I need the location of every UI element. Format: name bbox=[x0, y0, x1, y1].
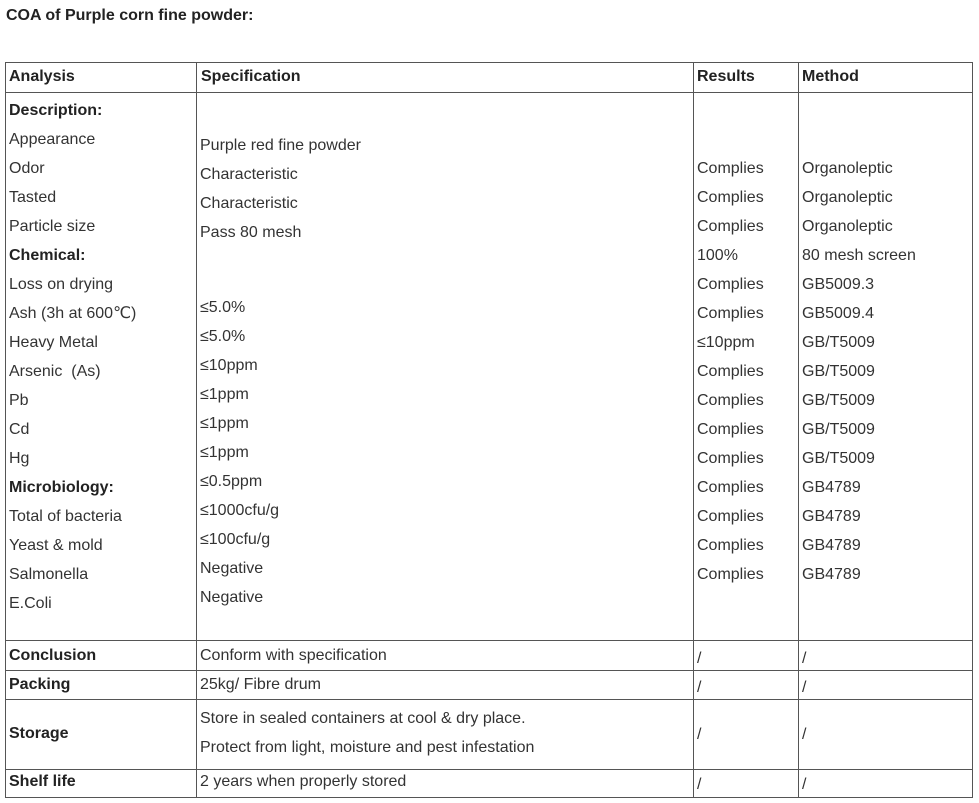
method-value: GB4789 bbox=[802, 537, 861, 554]
spec-value: ≤0.5ppm bbox=[200, 473, 263, 490]
spec-value: ≤100cfu/g bbox=[200, 531, 271, 548]
spec-value: ≤5.0% bbox=[200, 299, 246, 316]
row-divider bbox=[6, 92, 972, 93]
result-value: Complies bbox=[697, 566, 764, 583]
analysis-item: Appearance bbox=[9, 131, 96, 148]
method-value: GB5009.4 bbox=[802, 305, 875, 322]
column-divider bbox=[798, 63, 799, 797]
spec-value: Negative bbox=[200, 589, 264, 606]
analysis-item: Cd bbox=[9, 421, 30, 438]
method-value: GB4789 bbox=[802, 566, 861, 583]
column-divider bbox=[693, 63, 694, 797]
result-value: Complies bbox=[697, 392, 764, 409]
header-analysis: Analysis bbox=[9, 68, 75, 85]
spec-value: Characteristic bbox=[200, 166, 298, 183]
method-value: GB/T5009 bbox=[802, 334, 875, 351]
conclusion-label: Conclusion bbox=[9, 647, 97, 664]
method-value: GB4789 bbox=[802, 479, 861, 496]
spec-value: ≤1ppm bbox=[200, 386, 249, 403]
packing-spec: 25kg/ Fibre drum bbox=[200, 676, 321, 693]
shelf-life-method: / bbox=[802, 776, 807, 793]
method-value: GB/T5009 bbox=[802, 421, 875, 438]
method-value: GB/T5009 bbox=[802, 392, 875, 409]
analysis-section-microbiology: Microbiology: bbox=[9, 479, 114, 496]
result-value: Complies bbox=[697, 218, 764, 235]
shelf-life-result: / bbox=[697, 776, 702, 793]
analysis-item: Hg bbox=[9, 450, 30, 467]
storage-result: / bbox=[697, 726, 702, 743]
method-value: GB/T5009 bbox=[802, 450, 875, 467]
spec-value: Purple red fine powder bbox=[200, 137, 361, 154]
header-results: Results bbox=[697, 68, 755, 85]
page-title: COA of Purple corn fine powder: bbox=[6, 7, 254, 24]
analysis-section-chemical: Chemical: bbox=[9, 247, 86, 264]
spec-value: Characteristic bbox=[200, 195, 298, 212]
analysis-item: Ash (3h at 600℃) bbox=[9, 305, 137, 322]
analysis-item: Arsenic (As) bbox=[9, 363, 101, 380]
row-divider bbox=[6, 640, 972, 641]
conclusion-spec: Conform with specification bbox=[200, 647, 387, 664]
result-value: Complies bbox=[697, 276, 764, 293]
storage-method: / bbox=[802, 726, 807, 743]
analysis-item: Yeast & mold bbox=[9, 537, 103, 554]
shelf-life-spec: 2 years when properly stored bbox=[200, 773, 407, 790]
result-value: Complies bbox=[697, 508, 764, 525]
analysis-item: Heavy Metal bbox=[9, 334, 98, 351]
analysis-item: Particle size bbox=[9, 218, 96, 235]
method-value: Organoleptic bbox=[802, 189, 893, 206]
result-value: Complies bbox=[697, 189, 764, 206]
result-value: Complies bbox=[697, 479, 764, 496]
coa-table bbox=[5, 62, 973, 798]
result-value: Complies bbox=[697, 421, 764, 438]
method-value: GB5009.3 bbox=[802, 276, 875, 293]
spec-value: ≤5.0% bbox=[200, 328, 246, 345]
analysis-item: Tasted bbox=[9, 189, 57, 206]
column-divider bbox=[196, 63, 197, 797]
spec-value: Pass 80 mesh bbox=[200, 224, 302, 241]
storage-label: Storage bbox=[9, 725, 69, 742]
result-value: Complies bbox=[697, 305, 764, 322]
spec-value: ≤1000cfu/g bbox=[200, 502, 280, 519]
shelf-life-label: Shelf life bbox=[9, 773, 76, 790]
method-value: Organoleptic bbox=[802, 160, 893, 177]
header-specification: Specification bbox=[201, 68, 301, 85]
row-divider bbox=[6, 769, 972, 770]
spec-value: Negative bbox=[200, 560, 264, 577]
header-method: Method bbox=[802, 68, 859, 85]
analysis-item: Salmonella bbox=[9, 566, 89, 583]
conclusion-method: / bbox=[802, 650, 807, 667]
result-value: ≤10ppm bbox=[697, 334, 755, 351]
method-value: GB/T5009 bbox=[802, 363, 875, 380]
method-value: GB4789 bbox=[802, 508, 861, 525]
method-value: 80 mesh screen bbox=[802, 247, 916, 264]
analysis-item: Odor bbox=[9, 160, 45, 177]
storage-spec-line2: Protect from light, moisture and pest infestation bbox=[200, 739, 535, 756]
conclusion-result: / bbox=[697, 650, 702, 667]
packing-method: / bbox=[802, 679, 807, 696]
result-value: Complies bbox=[697, 450, 764, 467]
packing-label: Packing bbox=[9, 676, 71, 693]
spec-value: ≤1ppm bbox=[200, 444, 249, 461]
packing-result: / bbox=[697, 679, 702, 696]
spec-value: ≤10ppm bbox=[200, 357, 258, 374]
result-value: Complies bbox=[697, 537, 764, 554]
analysis-section-description: Description: bbox=[9, 102, 103, 119]
result-value: Complies bbox=[697, 363, 764, 380]
analysis-item: Loss on drying bbox=[9, 276, 114, 293]
result-value: 100% bbox=[697, 247, 738, 264]
result-value: Complies bbox=[697, 160, 764, 177]
analysis-item: Total of bacteria bbox=[9, 508, 122, 525]
row-divider bbox=[6, 670, 972, 671]
method-value: Organoleptic bbox=[802, 218, 893, 235]
analysis-item: Pb bbox=[9, 392, 29, 409]
analysis-item: E.Coli bbox=[9, 595, 52, 612]
row-divider bbox=[6, 699, 972, 700]
storage-spec-line1: Store in sealed containers at cool & dry place. bbox=[200, 710, 526, 727]
spec-value: ≤1ppm bbox=[200, 415, 249, 432]
